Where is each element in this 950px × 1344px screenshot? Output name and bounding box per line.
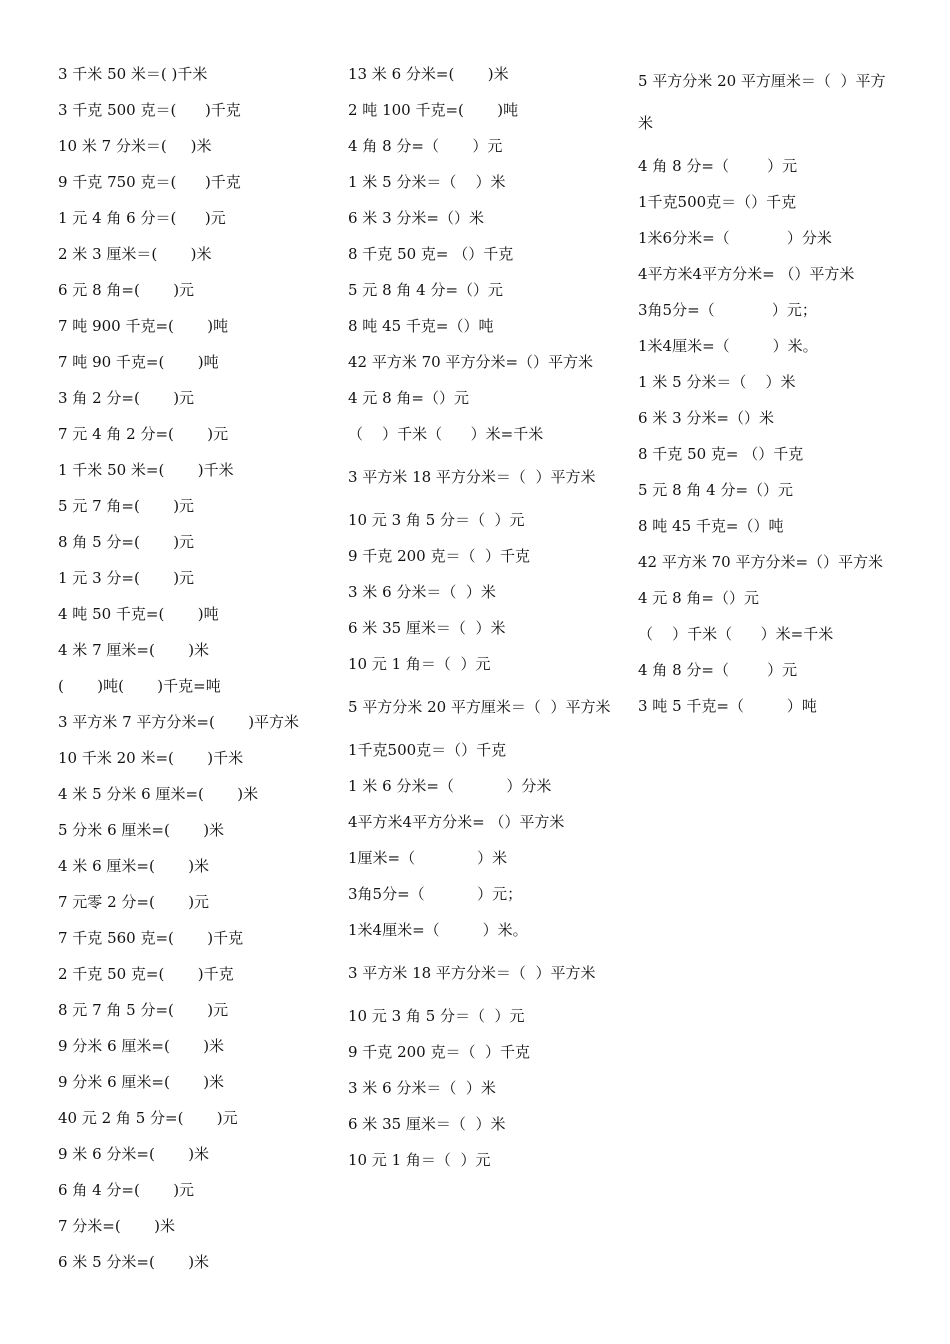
exercise-item-text: 5 平方分米 20 平方厘米＝（ ）平方米 [638,72,886,132]
exercise-item [348,456,613,506]
exercise-item: 1 千米 50 米=( )千米 [58,461,234,479]
exercise-item: 9 千克 200 克＝（ ）千克 [348,547,531,565]
exercise-item: 7 千克 560 克=( )千克 [58,929,244,947]
exercise-item: 8 吨 45 千克=（）吨 [638,517,784,535]
exercise-item [348,686,613,736]
exercise-item: 9 分米 6 厘米=( )米 [58,1037,225,1055]
exercise-item: 4 吨 50 千克=( )吨 [58,605,219,623]
exercise-item: 7 分米=( )米 [58,1217,175,1235]
exercise-item: 2 吨 100 千克=( )吨 [348,101,519,119]
exercise-item: 4 米 7 厘米=( )米 [58,641,210,659]
exercise-item: 9 千克 750 克＝( )千克 [58,173,241,191]
exercise-item: 1米6分米=（ ）分米 [638,229,832,247]
exercise-item: 7 元 4 角 2 分=( )元 [58,425,229,443]
exercise-item: 5 元 7 角=( )元 [58,497,195,515]
exercise-item: 40 元 2 角 5 分=( )元 [58,1109,238,1127]
exercise-item: （ ）千米（ ）米=千米 [638,625,834,643]
exercise-item: 4平方米4平方分米= （）平方米 [348,813,565,831]
exercise-item: 10 米 7 分米＝( )米 [58,137,212,155]
exercise-item: 4 元 8 角=（）元 [348,389,469,407]
exercise-item: 1 元 3 分=( )元 [58,569,195,587]
exercise-item: 1 元 4 角 6 分＝( )元 [58,209,226,227]
exercise-item: 9 千克 200 克＝（ ）千克 [348,1043,531,1061]
exercise-item: 3 千米 50 米＝( )千米 [58,65,208,83]
exercise-item: 6 米 35 厘米＝（ ）米 [348,619,506,637]
exercise-item: 8 角 5 分=( )元 [58,533,195,551]
exercise-item: 3 平方米 7 平方分米=( )平方米 [58,713,300,731]
exercise-item: 5 元 8 角 4 分=（）元 [638,481,794,499]
exercise-item: 4平方米4平方分米= （）平方米 [638,265,855,283]
exercise-item: 5 分米 6 厘米=( )米 [58,821,225,839]
exercise-item: 4 角 8 分=（ ）元 [348,137,503,155]
exercise-item: 8 千克 50 克= （）千克 [348,245,514,263]
exercise-item: 8 吨 45 千克=（）吨 [348,317,494,335]
exercise-item: 6 米 5 分米=( )米 [58,1253,210,1271]
exercise-item [348,952,613,1002]
exercise-item: 4 米 5 分米 6 厘米=( )米 [58,785,259,803]
exercise-item: 10 元 1 角＝（ ）元 [348,655,491,673]
exercise-item: 4 米 6 厘米=( )米 [58,857,210,875]
exercise-item: 6 米 35 厘米＝（ ）米 [348,1115,506,1133]
exercise-item: 6 米 3 分米=（）米 [638,409,774,427]
exercise-item: 8 元 7 角 5 分=( )元 [58,1001,229,1019]
exercise-item: 1厘米=（ ）米 [348,849,508,867]
exercise-item: 4 元 8 角=（）元 [638,589,759,607]
exercise-item: 10 元 3 角 5 分＝（ ）元 [348,1007,525,1025]
exercise-item: 9 米 6 分米=( )米 [58,1145,210,1163]
exercise-item: 42 平方米 70 平方分米=（）平方米 [638,553,884,571]
exercise-item: 2 千克 50 克=( )千克 [58,965,234,983]
exercise-item: 3角5分=（ ）元； [638,301,817,319]
exercise-column-3 [638,60,900,728]
exercise-item: 1米4厘米=（ ）米。 [348,921,528,939]
exercise-item-text: 3 平方米 18 平方分米＝（ ）平方米 [348,964,596,982]
exercise-item: 3 角 2 分=( )元 [58,389,195,407]
exercise-item: 4 角 8 分=（ ）元 [638,661,798,679]
exercise-item: 1 米 6 分米=（ ）分米 [348,777,552,795]
exercise-item: 3 千克 500 克＝( )千克 [58,101,241,119]
exercise-column-1 [58,60,328,1284]
exercise-item: 10 元 1 角＝（ ）元 [348,1151,491,1169]
exercise-item-text: 3 平方米 18 平方分米＝（ ）平方米 [348,468,596,486]
exercise-item: 13 米 6 分米=( )米 [348,65,509,83]
exercise-item: 8 千克 50 克= （）千克 [638,445,804,463]
exercise-item: 3 米 6 分米＝（ ）米 [348,583,496,601]
exercise-item: 1千克500克＝（）千克 [638,193,797,211]
exercise-column-2 [348,60,613,1182]
exercise-item: 7 元零 2 分=( )元 [58,893,210,911]
exercise-item: 4 角 8 分=（ ）元 [638,157,798,175]
exercise-item: 7 吨 900 千克=( )吨 [58,317,229,335]
exercise-item: 10 元 3 角 5 分＝（ ）元 [348,511,525,529]
exercise-item: 10 千米 20 米=( )千米 [58,749,244,767]
exercise-item: 42 平方米 70 平方分米=（）平方米 [348,353,594,371]
exercise-item: 6 米 3 分米=（）米 [348,209,484,227]
exercise-item: 1米4厘米=（ ）米。 [638,337,818,355]
exercise-item: 6 元 8 角=( )元 [58,281,195,299]
exercise-item: 7 吨 90 千克=( )吨 [58,353,219,371]
exercise-item: 3角5分=（ ）元； [348,885,523,903]
exercise-item: 9 分米 6 厘米=( )米 [58,1073,225,1091]
exercise-item: 3 吨 5 千克=（ ）吨 [638,697,817,715]
exercise-item: 1 米 5 分米＝（ ）米 [638,373,796,391]
exercise-item: 3 米 6 分米＝（ ）米 [348,1079,496,1097]
exercise-item: 2 米 3 厘米＝( )米 [58,245,212,263]
exercise-item: 5 元 8 角 4 分=（）元 [348,281,504,299]
exercise-item: 1千克500克＝（）千克 [348,741,507,759]
exercise-item [638,60,900,152]
exercise-item: 1 米 5 分米＝（ ）米 [348,173,506,191]
exercise-item: ( )吨( )千克=吨 [58,677,221,695]
exercise-item: （ ）千米（ ）米=千米 [348,425,544,443]
exercise-item-text: 5 平方分米 20 平方厘米＝（ ）平方米 [348,698,611,716]
exercise-item: 6 角 4 分=( )元 [58,1181,195,1199]
